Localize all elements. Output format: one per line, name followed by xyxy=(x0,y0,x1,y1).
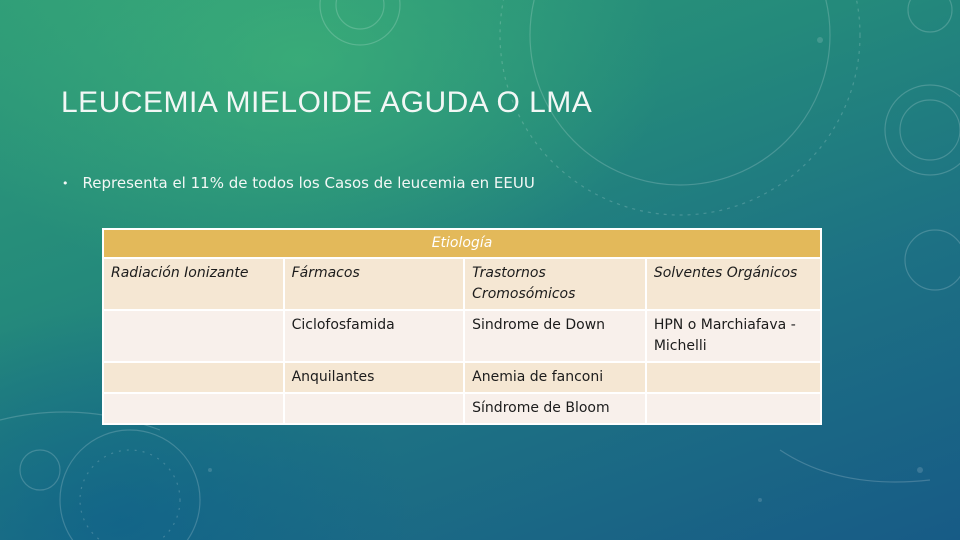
table-cell: Fármacos xyxy=(284,258,465,310)
table-row xyxy=(103,310,821,362)
bullet-item xyxy=(62,174,535,192)
table-cell xyxy=(646,393,821,424)
table-cell xyxy=(284,393,465,424)
table-cell xyxy=(103,362,284,393)
table-cell: HPN o Marchiafava - Michelli xyxy=(646,310,821,362)
etiology-table xyxy=(102,228,822,425)
table-row xyxy=(103,362,821,393)
table-cell: Trastornos Cromosómicos xyxy=(464,258,646,310)
table-cell: Sindrome de Down xyxy=(464,310,646,362)
table-cell: Radiación Ionizante xyxy=(103,258,284,310)
bullet-text: Representa el 11% de todos los Casos de leucemia en EEUU xyxy=(82,174,535,192)
slide-title: LEUCEMIA MIELOIDE AGUDA O LMA xyxy=(61,86,593,119)
table-cell: Anemia de fanconi xyxy=(464,362,646,393)
bullet-dot: • xyxy=(62,176,69,190)
table-cell xyxy=(646,362,821,393)
table-row xyxy=(103,258,821,310)
table-cell xyxy=(103,310,284,362)
table-cell: Solventes Orgánicos xyxy=(646,258,821,310)
table-row xyxy=(103,393,821,424)
table-cell: Anquilantes xyxy=(284,362,465,393)
table-cell: Ciclofosfamida xyxy=(284,310,465,362)
table-header: Etiología xyxy=(103,229,821,258)
table-cell xyxy=(103,393,284,424)
table-cell: Síndrome de Bloom xyxy=(464,393,646,424)
